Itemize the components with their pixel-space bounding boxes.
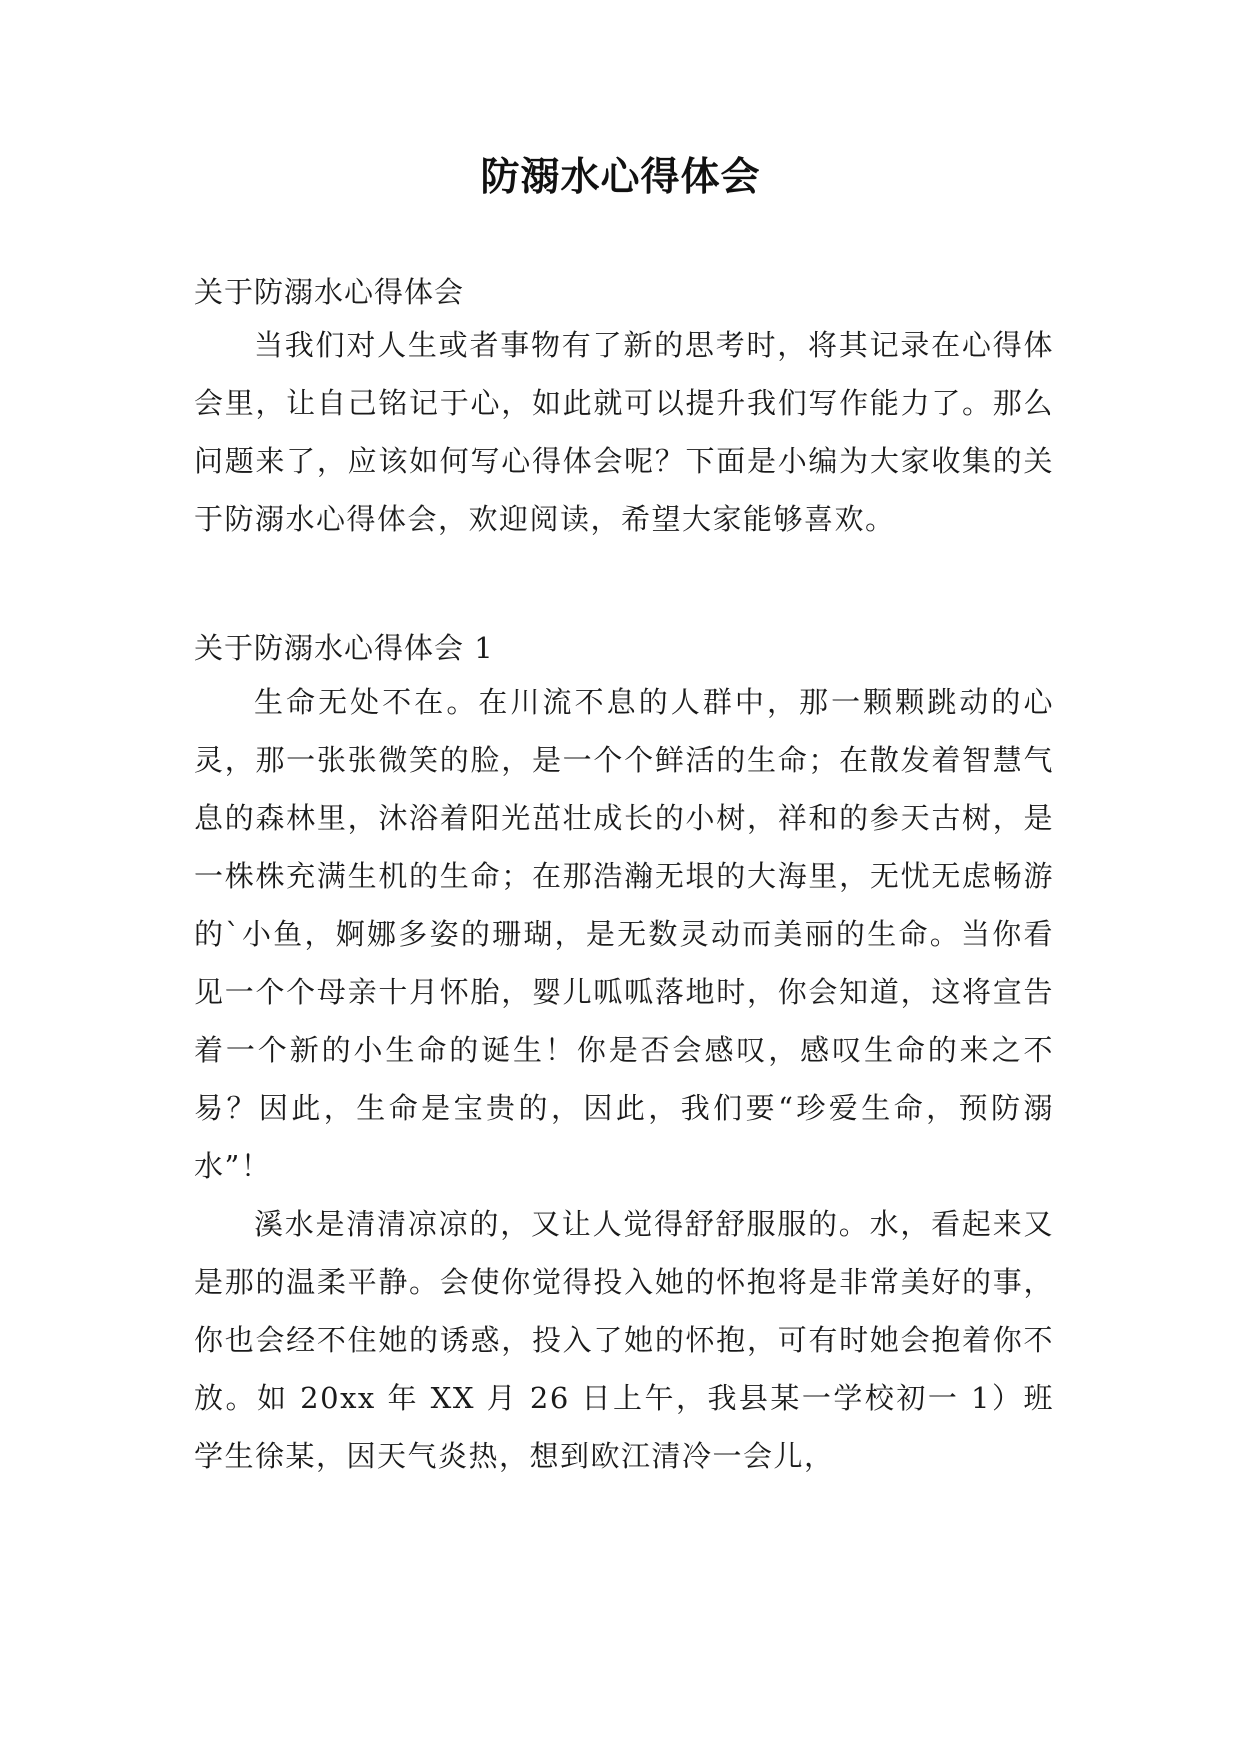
section-1-paragraph-2: 溪水是清清凉凉的，又让人觉得舒舒服服的。水，看起来又是那的温柔平静。会使你觉得投入她的怀抱将是非常美好的事，你也会经不住她的诱惑，投入了她的怀抱，可有时她会抱着你不放。如 20xx 年 XX 月 26 日上午，我县某一学校初一 1）班学生徐某，因天气炎热，想到欧江清冷一会儿，	[194, 1207, 1054, 1473]
document-title: 防溺水心得体会	[480, 155, 761, 200]
section-1-body	[194, 673, 1054, 1485]
section-1-paragraph-1: 生命无处不在。在川流不息的人群中，那一颗颗跳动的心灵，那一张张微笑的脸，是一个个鲜活的生命；在散发着智慧气息的森林里，沐浴着阳光茁壮成长的小树，祥和的参天古树，是一株株充满生机的生命；在那浩瀚无垠的大海里，无忧无虑畅游的`小鱼，婀娜多姿的珊瑚，是无数灵动而美丽的生命。当你看见一个个母亲十月怀胎，婴儿呱呱落地时，你会知道，这将宣告着一个新的小生命的诞生！你是否会感叹，感叹生命的来之不易？因此，生命是宝贵的，因此，我们要“珍爱生命，预防溺水”！	[194, 685, 1054, 1183]
intro-paragraph-block	[194, 316, 1054, 548]
intro-heading: 关于防溺水心得体会	[194, 275, 465, 309]
intro-paragraph: 当我们对人生或者事物有了新的思考时，将其记录在心得体会里，让自己铭记于心，如此就可以提升我们写作能力了。那么问题来了，应该如何写心得体会呢？下面是小编为大家收集的关于防溺水心得体会，欢迎阅读，希望大家能够喜欢。	[194, 328, 1054, 536]
section-1-heading: 关于防溺水心得体会 1	[194, 631, 494, 665]
